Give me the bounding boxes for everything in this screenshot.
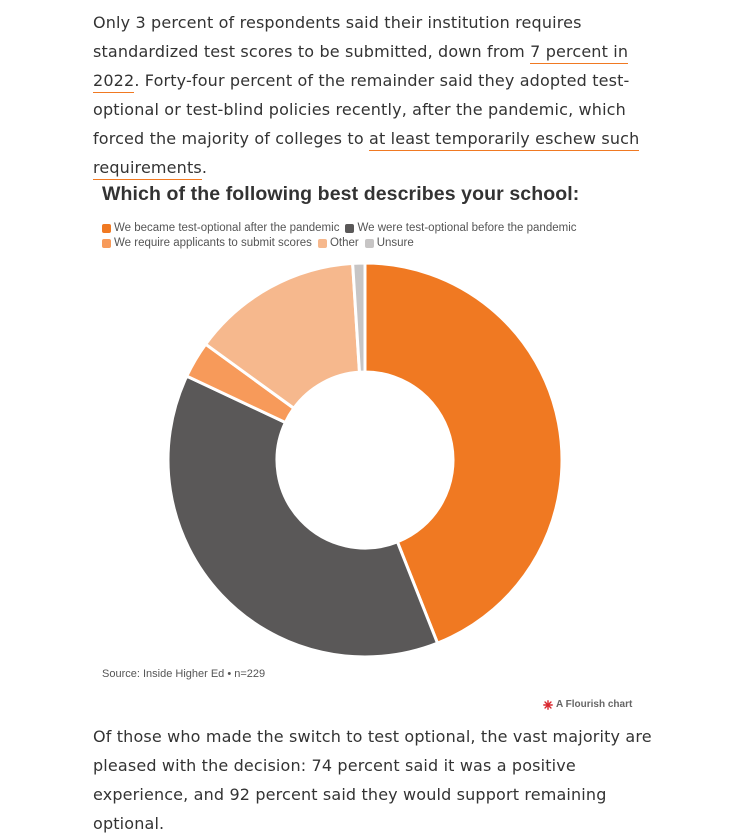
legend-item[interactable] [345, 221, 576, 236]
legend-item[interactable] [365, 236, 414, 251]
legend-label: We were test-optional before the pandemic [357, 222, 577, 234]
paragraph-text: Of those who made the switch to test optional, the vast majority are pleased with the decision: 74 percent said it was a positive experience, and 92 percent said they would support remaining optional. [93, 727, 652, 833]
legend-swatch [102, 239, 111, 248]
legend-item[interactable] [318, 236, 359, 251]
link-7-percent-2022[interactable]: 7 percent in 2022 [93, 42, 628, 93]
legend-item[interactable] [102, 236, 312, 251]
legend-row [102, 236, 642, 251]
paragraph-text: Only 3 percent of respondents said their institution requires standardized test scores to be submitted, down from [93, 13, 582, 61]
legend-label: Unsure [376, 237, 414, 249]
legend-label: Other [329, 237, 359, 249]
link-eschew-requirements[interactable]: at least temporarily eschew such requirements [93, 129, 639, 180]
legend-swatch [102, 224, 111, 233]
article-paragraph-intro [93, 8, 653, 182]
legend-swatch [365, 239, 374, 248]
donut-slice[interactable] [168, 376, 438, 657]
legend-swatch [318, 239, 327, 248]
article-paragraph-followup [93, 722, 653, 838]
paragraph-text: . [201, 158, 208, 177]
legend-swatch [345, 224, 354, 233]
legend-item[interactable] [102, 221, 339, 236]
flourish-credit-label: A Flourish chart [556, 699, 633, 710]
chart-source: Source: Inside Higher Ed • n=229 [102, 668, 266, 680]
legend-row [102, 221, 642, 236]
donut-chart [160, 255, 570, 665]
chart-title: Which of the following best describes your school: [102, 183, 580, 205]
flourish-icon [543, 700, 553, 710]
paragraph-text: . Forty-four percent of the remainder said they adopted test-optional or test-blind policies recently, after the pandemic, which forced the majority of colleges to [93, 71, 630, 148]
chart-legend [102, 221, 642, 251]
flourish-credit[interactable] [543, 699, 632, 710]
legend-label: We became test-optional after the pandemic [114, 222, 340, 234]
legend-label: We require applicants to submit scores [114, 237, 312, 249]
